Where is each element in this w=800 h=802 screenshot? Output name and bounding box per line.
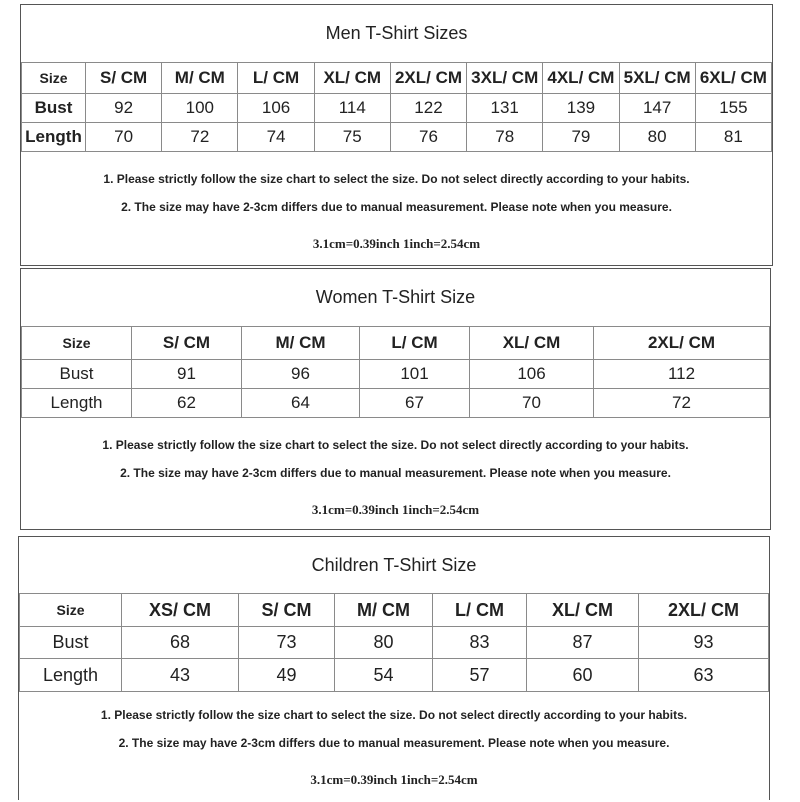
men-length-value: 80 [619,123,695,152]
children-bust-label: Bust [20,627,122,659]
children-length-row [20,659,769,692]
women-length-value: 64 [242,389,360,418]
men-size-header: 3XL/ CM [467,63,543,94]
women-bust-row [22,360,770,389]
men-length-value: 72 [162,123,238,152]
women-conversion: 3.1cm=0.39inch 1inch=2.54cm [311,502,480,517]
women-bust-label: Bust [22,360,132,389]
women-length-value: 70 [470,389,594,418]
men-length-value: 79 [543,123,619,152]
men-bust-value: 122 [390,94,466,123]
men-length-value: 76 [390,123,466,152]
children-size-chart [18,536,770,800]
men-length-label: Length [22,123,86,152]
women-size-header: L/ CM [360,327,470,360]
men-bust-value: 92 [86,94,162,123]
men-size-header: M/ CM [162,63,238,94]
women-length-value: 62 [132,389,242,418]
men-bust-value: 131 [467,94,543,123]
women-size-table [21,326,770,418]
women-bust-value: 96 [242,360,360,389]
men-length-row [22,123,772,152]
men-size-header: 5XL/ CM [619,63,695,94]
children-bust-value: 73 [239,627,335,659]
men-length-value: 70 [86,123,162,152]
women-length-value: 72 [594,389,770,418]
children-size-table [19,593,769,692]
men-bust-value: 155 [695,94,771,123]
men-bust-value: 100 [162,94,238,123]
children-length-value: 49 [239,659,335,692]
men-size-header: S/ CM [86,63,162,94]
men-bust-value: 106 [238,94,314,123]
children-note-1: 1. Please strictly follow the size chart to select the size. Do not select directly according to your habits. [100,708,688,722]
women-bust-value: 101 [360,360,470,389]
children-conversion: 3.1cm=0.39inch 1inch=2.54cm [310,772,478,787]
men-length-value: 81 [695,123,771,152]
children-bust-value: 87 [527,627,639,659]
men-chart-title: Men T-Shirt Sizes [325,23,468,43]
children-note-2: 2. The size may have 2-3cm differs due to manual measurement. Please note when you measure. [118,736,670,750]
children-length-value: 57 [433,659,527,692]
men-size-header: XL/ CM [314,63,390,94]
children-size-header: L/ CM [433,594,527,627]
children-size-header: XL/ CM [527,594,639,627]
women-note-1: 1. Please strictly follow the size chart to select the size. Do not select directly according to your habits. [102,438,689,452]
men-bust-label: Bust [22,94,86,123]
children-length-label: Length [20,659,122,692]
men-bust-value: 147 [619,94,695,123]
women-size-header: S/ CM [132,327,242,360]
women-note-2: 2. The size may have 2-3cm differs due to manual measurement. Please note when you measure. [120,466,671,480]
children-length-value: 63 [639,659,769,692]
children-bust-value: 80 [335,627,433,659]
men-bust-value: 139 [543,94,619,123]
women-bust-value: 112 [594,360,770,389]
women-length-label: Length [22,389,132,418]
men-note-2: 2. The size may have 2-3cm differs due to manual measurement. Please note when you measure. [121,200,672,214]
children-header-row [20,594,769,627]
children-length-value: 43 [122,659,239,692]
men-header-row [22,63,772,94]
men-bust-value: 114 [314,94,390,123]
children-chart-title: Children T-Shirt Size [311,554,477,575]
children-notes [19,692,769,802]
men-length-value: 74 [238,123,314,152]
men-length-value: 75 [314,123,390,152]
women-chart-title: Women T-Shirt Size [315,287,476,307]
children-size-header: XS/ CM [122,594,239,627]
women-length-value: 67 [360,389,470,418]
men-size-header: L/ CM [238,63,314,94]
children-bust-value: 93 [639,627,769,659]
men-size-table [21,62,772,152]
men-note-1: 1. Please strictly follow the size chart to select the size. Do not select directly according to your habits. [103,172,690,186]
children-length-value: 54 [335,659,433,692]
men-size-chart [20,4,773,266]
children-size-header: S/ CM [239,594,335,627]
men-size-header: 2XL/ CM [390,63,466,94]
women-bust-value: 106 [470,360,594,389]
women-length-row [22,389,770,418]
children-size-header: M/ CM [335,594,433,627]
women-notes [21,418,770,530]
men-bust-row [22,94,772,123]
women-size-header: M/ CM [242,327,360,360]
children-bust-value: 83 [433,627,527,659]
women-size-header: 2XL/ CM [594,327,770,360]
men-size-header: 6XL/ CM [695,63,771,94]
children-bust-value: 68 [122,627,239,659]
women-bust-value: 91 [132,360,242,389]
children-size-header: 2XL/ CM [639,594,769,627]
men-notes [21,152,772,266]
women-size-chart [20,268,771,530]
men-size-label: Size [22,63,86,94]
children-bust-row [20,627,769,659]
women-size-label: Size [22,327,132,360]
children-size-label: Size [20,594,122,627]
children-length-value: 60 [527,659,639,692]
men-conversion: 3.1cm=0.39inch 1inch=2.54cm [312,236,481,251]
men-size-header: 4XL/ CM [543,63,619,94]
women-header-row [22,327,770,360]
women-size-header: XL/ CM [470,327,594,360]
men-length-value: 78 [467,123,543,152]
